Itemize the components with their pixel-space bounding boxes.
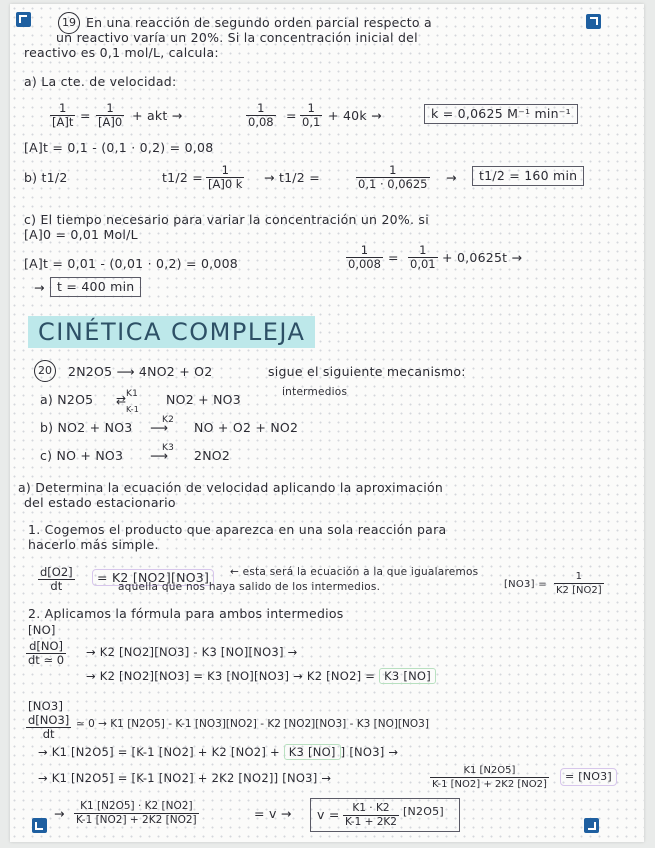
mechanism-step-a-left: a) N2O5 xyxy=(40,392,94,407)
part-c-line-2: [A]0 = 0,01 Mol/L xyxy=(24,227,138,242)
fraction-1-over-A0: $\frac{1}{[A]0}$ xyxy=(98,101,123,129)
fraction-1-over-008: $\frac{1}{0,08}$ xyxy=(248,101,274,129)
final-rate-law-box: v = $\frac{K1 \cdot K2}{K-1 + 2K2}$ [N2O5] xyxy=(310,798,460,832)
no3-expression-label: [NO3] = xyxy=(504,579,547,590)
no3-derivative-rhs: ≃ 0 → K1 [N2O5] - K-1 [NO3][NO2] - K2 [NO2][NO3] - K3 [NO][NO3] xyxy=(76,718,429,730)
problem-20-number: 20 xyxy=(34,360,56,382)
rate-rhs: = K2 [NO2][NO3] xyxy=(92,570,214,586)
no3-derivative-fraction: $\frac{d[NO3]}{dt}$ xyxy=(28,713,70,741)
part-a-result-box: k = 0,0625 M⁻¹ min⁻¹ xyxy=(424,104,578,124)
section-heading: CINÉTICA COMPLEJA xyxy=(28,316,315,348)
mechanism-step-c-left: c) NO + NO3 xyxy=(40,448,124,463)
part-a-concentration: [A]t = 0,1 - (0,1 · 0,2) = 0,08 xyxy=(24,140,214,155)
mechanism-step-b-right: NO + O2 + NO2 xyxy=(194,420,299,435)
problem-20-reaction: 2N2O5 ⟶ 4NO2 + O2 xyxy=(68,364,213,379)
problem-19-number: 19 xyxy=(58,12,80,34)
part-c-result-box: t = 400 min xyxy=(50,277,141,297)
mechanism-step-c-right: 2NO2 xyxy=(194,448,231,463)
fraction-1-over-01: $\frac{1}{0,1}$ xyxy=(302,101,321,129)
fraction-1-over-0008: $\frac{1}{0,008}$ xyxy=(348,243,381,271)
final-substitution-tail: = v → xyxy=(254,806,292,821)
no-derivative-fraction: $\frac{d[NO]}{dt ≃ 0}$ xyxy=(28,639,65,667)
no3-solved-fraction: $\frac{K1 [N2O5]}{K-1 [NO2] + 2K2 [NO2]}$ xyxy=(432,765,547,790)
task-line-1: a) Determina la ecuación de velocidad aplicando la aproximación xyxy=(18,480,444,495)
no3-steady-state-line: → K1 [N2O5] = [K-1 [NO2] + K2 [NO2] + K3 [NO] ] [NO3] → xyxy=(38,745,399,759)
part-b-result-box: t1/2 = 160 min xyxy=(472,166,584,186)
step2-line: 2. Aplicamos la fórmula para ambos intermedios xyxy=(28,606,344,621)
mechanism-step-a-right: NO2 + NO3 xyxy=(166,392,241,407)
fraction-1-over-At: $\frac{1}{[A]t}$ xyxy=(52,101,74,129)
corner-marker-bottom-right-icon xyxy=(584,818,599,833)
task-line-2: del estado estacionario xyxy=(24,495,176,510)
part-b-arrow-2: → xyxy=(446,170,457,185)
corner-marker-bottom-left-icon xyxy=(32,818,47,833)
rate-note-line-1: ← esta será la ecuación a la que igualaremos xyxy=(230,566,479,578)
corner-marker-top-right-icon xyxy=(586,14,601,29)
fraction-1-over-A0k: $\frac{1}{[A]0 k}$ xyxy=(208,163,243,191)
no3-intermediate-heading: [NO3] xyxy=(28,699,64,713)
part-c-line-1: c) El tiempo necesario para variar la concentración un 20%. si xyxy=(24,212,429,227)
step1-line-1: 1. Cogemos el producto que aparezca en una sola reacción para xyxy=(28,522,447,537)
part-a-equation-numeric: + 40k → xyxy=(328,108,382,123)
final-substitution-fraction: $\frac{K1 [N2O5] \cdot K2 [NO2]}{K-1 [NO2] + 2K2 [NO2]}$ xyxy=(76,800,197,826)
part-c-equation-tail: + 0,0625t → xyxy=(442,250,523,265)
problem-19-statement-line-1: En una reacción de segundo orden parcial respecto a xyxy=(86,15,432,30)
part-b-arrow-1: → t1/2 = xyxy=(264,170,320,185)
no3-expression-fraction: $\frac{1}{K2 [NO2]}$ xyxy=(556,571,602,596)
intermedios-note: intermedios xyxy=(282,386,348,398)
no-steady-state-line: → K2 [NO2][NO3] = K3 [NO][NO3] → K2 [NO2] = K3 [NO] xyxy=(86,668,436,684)
part-a-label: a) La cte. de velocidad: xyxy=(24,74,177,89)
no-derivative-rhs: → K2 [NO2][NO3] - K3 [NO][NO3] → xyxy=(86,645,298,659)
notebook-page: 19 En una reacción de segundo orden parcial respecto a un reactivo varía un 20%. Si la concentración inicial del reactivo es 0,1 mol/L, calcula: a) La cte. de velocidad: $\frac{1}{[A]t}$ = $\frac{1}{[A]0}$ + akt → $\frac{1}{0,08}$ = $\frac{1}{0,1}$ + 40k → k = 0,0625 M⁻¹ min⁻¹ [A]t = 0,1 - (0,1 · 0,2) = 0,08 b) t1/2 t1/2 = $\frac{1}{[A]0 k}$ → t1/2 = $\frac{1}{0,1 \cdot 0,0625}$ → t1/2 = 160 min c) El tiempo necesario para variar la concentración un 20%. si [A]0 = 0,01 Mol/L [A]t = 0,01 - (0,01 · 0,2) = 0,008 $\frac{1}{0,008}$ = $\frac{1}{0,01}$ + 0,0625t → → t = 400 min CINÉTICA COMPLEJA 20 2N2O5 ⟶ 4NO2 + O2 sigue el siguiente mecanismo: a) N2O5 K1 ⇄ K-1 NO2 + NO3 intermedios b) NO2 + NO3 K2 ⟶ NO + O2 + NO2 c) NO + NO3 K3 ⟶ 2NO2 a) Determina la ecuación de velocidad aplicando la aproximación del estado estacionario 1. Cogemos el producto que aparezca en una sola reacción para hacerlo más simple. $\frac{d[O2]}{dt}$ = K2 [NO2][NO3] ← esta será la ecuación a la que igualaremos aquella que nos haya salido de los intermedios. [NO3] = $\frac{1}{K2 [NO2]}$ 2. Aplicamos la fórmula para ambos intermedios [NO] $\frac{d[NO]}{dt ≃ 0}$ → K2 [NO2][NO3] - K3 [NO][NO3] → → K2 [NO2][NO3] = K3 [NO][NO3] → K2 [NO2] = K3 [NO] [NO3] $\frac{d[NO3]}{dt}$ ≃ 0 → K1 [N2O5] - K-1 [NO3][NO2] - K2 [NO2][NO3] - K3 [NO][NO3] → K1 [N2O5] = [K-1 [NO2] + K2 [NO2] + K3 [NO] ] [NO3] → → K1 [N2O5] = [K-1 [NO2] + 2K2 [NO2]] [NO3] → $\frac{K1 [N2O5]}{K-1 [NO2] + 2K2 [NO2]}$ = [NO3] → $\frac{K1 [N2O5] \cdot K2 [NO2]}{K-1 [NO2] + 2K2 [NO2]}$ = v → v = $\frac{K1 \cdot K2}{K-1 + 2K2}$ [N2O5] xyxy=(10,4,644,842)
part-a-equation-tail: + akt → xyxy=(132,108,183,123)
corner-marker-top-left-icon xyxy=(16,12,31,27)
no-intermediate-heading: [NO] xyxy=(28,623,56,637)
part-b-t-half: t1/2 = xyxy=(162,170,203,185)
mechanism-step-b-left: b) NO2 + NO3 xyxy=(40,420,133,435)
fraction-1-over-001: $\frac{1}{0,01}$ xyxy=(410,243,436,271)
problem-19-statement-line-2: un reactivo varía un 20%. Si la concentración inicial del xyxy=(56,30,418,45)
no3-solved-result: = [NO3] xyxy=(560,768,617,786)
problem-19-statement-line-3: reactivo es 0,1 mol/L, calcula: xyxy=(24,45,219,60)
fraction-1-over-01x0625: $\frac{1}{0,1 \cdot 0,0625}$ xyxy=(358,163,428,191)
no3-solved-line: → K1 [N2O5] = [K-1 [NO2] + 2K2 [NO2]] [NO3] → xyxy=(38,771,332,785)
rate-note-line-2: aquella que nos haya salido de los intermedios. xyxy=(118,581,381,593)
step1-line-2: hacerlo más simple. xyxy=(28,537,159,552)
problem-20-reaction-tail: sigue el siguiente mecanismo: xyxy=(268,364,466,379)
part-b-label: b) t1/2 xyxy=(24,170,68,185)
part-c-concentration: [A]t = 0,01 - (0,01 · 0,2) = 0,008 xyxy=(24,256,239,271)
rate-lhs-fraction: $\frac{d[O2]}{dt}$ xyxy=(40,565,73,593)
